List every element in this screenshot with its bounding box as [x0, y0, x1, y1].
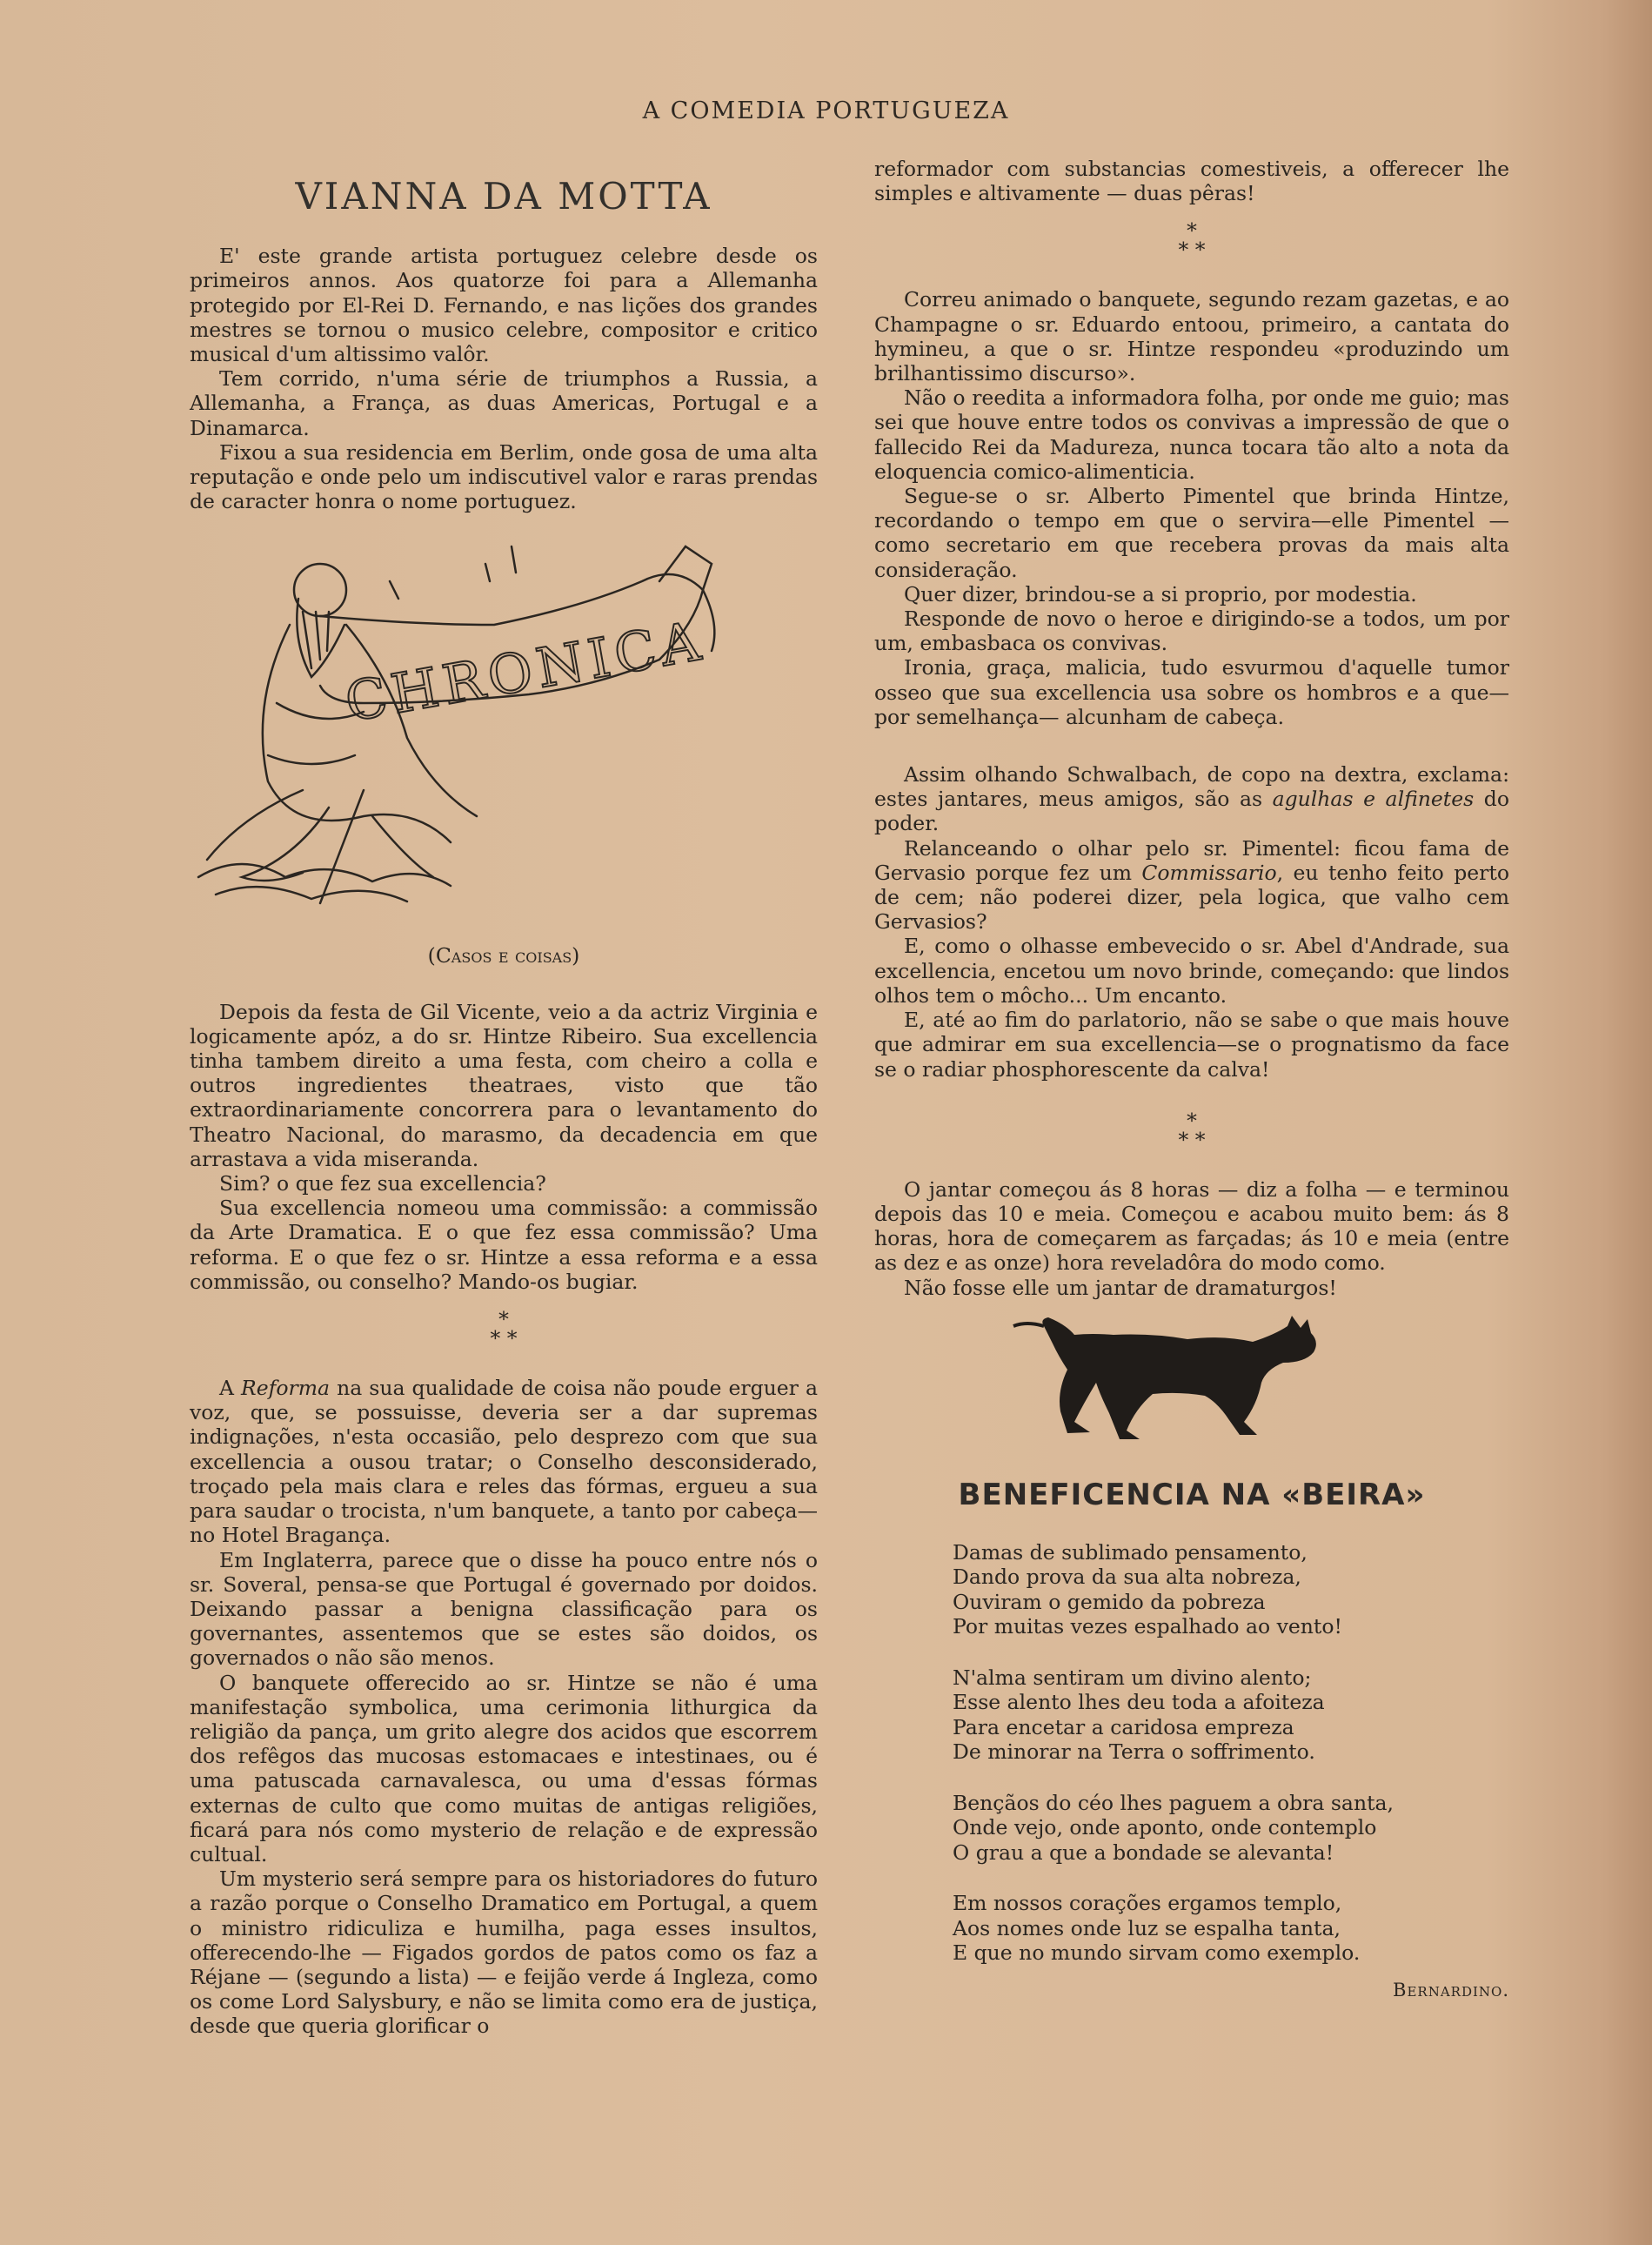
poem-line: Onde vejo, onde aponto, onde contemplo [953, 1815, 1377, 1840]
poem-stanza-4 [953, 1891, 1509, 1966]
chronica-illustration [190, 529, 818, 912]
chronica-paragraph-2: Sim? o que fez sua excellencia? [219, 1171, 546, 1196]
banquet-paragraph-4: Quer dizer, brindou-se a si proprio, por modestia. [904, 581, 1417, 606]
banquet-paragraph-5: Responde de novo o heroe e dirigindo-se a todos, um por um, embasbaca os convivas. [874, 606, 1509, 656]
reforma-paragraph [190, 1376, 818, 1547]
banquet-paragraph-3: Segue-se o sr. Alberto Pimentel que brinda Hintze, recordando o tempo em que o servira—elle Pimentel — como secretario em que recebera provas da mais alta consideração. [874, 484, 1509, 582]
chronica-paragraph-1: Depois da festa de Gil Vicente, veio a da actriz Virginia e logicamente apóz, a do sr. Hintze Ribeiro. Sua excellencia tinha tambem direito a uma festa, com cheiro a colla e outros ingredientes theatraes, visto que tão extraordinariamente concorrera para o levantamento do Theatro Nacional, do marasmo, da decadencia em que arrastava a vida miseranda. [190, 999, 818, 1171]
star-top: * [498, 1307, 509, 1332]
gervasio-pre: Relanceando o olhar pelo sr. Pimentel: ficou fama de Gervasio porque fez um [874, 835, 1509, 885]
poem-line: Em nossos corações ergamos templo, [953, 1891, 1342, 1916]
chronica-caption: (Casos e coisas) [427, 943, 580, 968]
poem-line: N'alma sentiram um divino alento; [953, 1665, 1312, 1690]
chronica-paragraph-4: Em Inglaterra, parece que o disse ha pouco entre nós o sr. Soveral, pensa-se que Portugal é governado por doidos. Deixando passar a benigna classificação para os governantes, assentemos que se estes são doidos, os governados o não são menos. [190, 1547, 818, 1671]
poem-line: Por muitas vezes espalhado ao vento! [953, 1614, 1342, 1639]
reforma-post: na sua qualidade de coisa não poude erguer a voz, que, se possuisse, deveria ser a dar supremas indignações, n'esta occasião, pelo desprezo com que sua excellencia a ousou tratar; o Conselho desconsiderado, troçado pela mais clara e reles das fórmas, ergueu a sua para saudar o trocista, n'um banquete, a tanto por cabeça— no Hotel Bragança. [190, 1376, 818, 1548]
cat-illustration [874, 1309, 1509, 1465]
black-cat-icon [874, 1309, 1509, 1465]
gervasio-paragraph [874, 836, 1509, 935]
continuation-paragraph: reformador com substancias comestiveis, a offerecer lhe simples e altivamente — duas pêras! [874, 157, 1509, 206]
poem-line: Aos nomes onde luz se espalha tanta, [953, 1915, 1341, 1940]
vianna-paragraph-3: Fixou a sua residencia em Berlim, onde gosa de uma alta reputação e onde pelo um indiscutivel valor e raras prendas de caracter honra o nome portuguez. [190, 439, 818, 514]
banquet-paragraph-6: Ironia, graça, malicia, tudo esvurmou d'aquelle tumor osseo que sua excellencia usa sobre os hombros e a que— por semelhança— alcunham de cabeça. [874, 655, 1509, 729]
poem-stanza-1 [953, 1540, 1509, 1639]
old-man-banner-drawing [190, 529, 818, 912]
schwalbach-pre: Assim olhando Schwalbach, de copo na dextra, exclama: estes jantares, meus amigos, são as [874, 762, 1509, 812]
gervasio-emphasis: Commissario [1141, 860, 1277, 885]
running-title: A COMEDIA PORTUGUEZA [642, 97, 1010, 124]
poem-line: Para encetar a caridosa empreza [953, 1714, 1294, 1739]
banquet-paragraph-8: E, até ao fim do parlatorio, não se sabe o que mais houve que admirar em sua excellencia—se o prognatismo da face se o radiar phosphorescente da calva! [874, 1008, 1509, 1082]
dinner-paragraph-2: Não fosse elle um jantar de dramaturgos! [904, 1275, 1337, 1300]
left-column [190, 174, 818, 2039]
section-break-stars-right-2 [874, 1108, 1509, 1152]
chronica-banner-text: CHRONICA [340, 608, 710, 735]
banquet-paragraph-2: Não o reedita a informadora folha, por onde me guio; mas sei que houve entre todos os convivas a impressão de que o fallecido Rei da Madureza, nunca tocara tão alto a nota da eloquencia comico-alimenticia. [874, 385, 1509, 484]
schwalbach-post: do poder. [874, 787, 1509, 836]
poem-line: E que no mundo sirvam como exemplo. [953, 1940, 1361, 1966]
chronica-paragraph-5: O banquete offerecido ao sr. Hintze se não é uma manifestação symbolica, uma cerimonia lithurgica da religião da pança, um grito alegre dos acidos que escorrem dos refêgos das mucosas estomacaes e intestinaes, ou é uma patuscada carnavalesca, ou uma d'essas fórmas externas de culto que como muitas de antigas religiões, ficará para nós como mysterio de relação e de expressão cultual. [190, 1670, 818, 1866]
section-break-stars-right-1 [874, 218, 1509, 263]
poem-line: Damas de sublimado pensamento, [953, 1539, 1308, 1565]
poem-line: De minorar na Terra o soffrimento. [953, 1739, 1315, 1765]
gervasio-post: , eu tenho feito perto de cem; não poderei dizer, pela logica, que valho cem Gervasios? [874, 860, 1509, 935]
poem-title: BENEFICENCIA NA «BEIRA» [958, 1477, 1426, 1512]
poem-line: Bençãos do céo lhes paguem a obra santa, [953, 1790, 1395, 1815]
star-bottom: * * [1178, 1127, 1206, 1152]
banquet-paragraph-7: E, como o olhasse embevecido o sr. Abel d'Andrade, sua excellencia, encetou um novo brinde, começando: que lindos olhos tem o môcho... Um encanto. [874, 934, 1509, 1008]
dinner-paragraph-1: O jantar começou ás 8 horas — diz a folha — e terminou depois das 10 e meia. Começou e acabou muito bem: ás 8 horas, hora de começarem as farçadas; ás 10 e meia (entre as dez e as onze) hora reveladôra do modo como. [874, 1176, 1509, 1276]
poem-line: O grau a que a bondade se alevanta! [953, 1840, 1334, 1865]
vianna-paragraph-2: Tem corrido, n'uma série de triumphos a Russia, a Allemanha, a França, as duas Americas, Portugal e a Dinamarca. [190, 366, 818, 440]
right-column [874, 157, 1509, 2002]
star-top: * [1187, 1108, 1197, 1133]
schwalbach-paragraph [874, 762, 1509, 836]
reforma-emphasis: Reforma [241, 1376, 331, 1401]
article-title-vianna: VIANNA DA MOTTA [295, 175, 712, 218]
section-break-stars [190, 1307, 818, 1351]
chronica-paragraph-6: Um mysterio será sempre para os historiadores do futuro a razão porque o Conselho Dramatico em Portugal, a quem o ministro ridiculiza e humilha, paga esses insultos, offerecendo-lhe — Figados gordos de patos como os faz a Réjane — (segundo a lista) — e feijão verde á Ingleza, como os come Lord Salysbury, e não se limita como era de justiça, desde que queria glorificar o [190, 1866, 818, 2039]
chronica-paragraph-3: Sua excellencia nomeou uma commissão: a commissão da Arte Dramatica. E o que fez essa commissão? Uma reforma. E o que fez o sr. Hintze a essa reforma e a essa commissão, ou conselho? Mando-os bugiar. [190, 1196, 818, 1294]
poem [953, 1540, 1509, 1966]
poem-line: Esse alento lhes deu toda a afoiteza [953, 1690, 1325, 1715]
reforma-pre: A [219, 1376, 242, 1401]
star-bottom: * * [490, 1326, 518, 1351]
poem-stanza-2 [953, 1665, 1509, 1765]
star-top: * [1187, 218, 1197, 244]
signature: Bernardino. [1393, 1979, 1509, 2000]
poem-line: Ouviram o gemido da pobreza [953, 1589, 1266, 1614]
star-bottom: * * [1178, 238, 1206, 263]
banquet-paragraph-1: Correu animado o banquete, segundo rezam gazetas, e ao Champagne o sr. Eduardo entoou, primeiro, a cantata do hymineu, a que o sr. Hintze respondeu «produzindo um brilhantissimo discurso». [874, 287, 1509, 386]
schwalbach-emphasis: agulhas e alfinetes [1272, 787, 1475, 812]
vianna-paragraph-1: E' este grande artista portuguez celebre desde os primeiros annos. Aos quatorze foi para a Allemanha protegido por El-Rei D. Fernando, e nas lições dos grandes mestres se tornou o musico celebre, compositor e critico musical d'um altissimo valôr. [190, 244, 818, 367]
poem-stanza-3 [953, 1791, 1509, 1866]
poem-line: Dando prova da sua alta nobreza, [953, 1565, 1301, 1590]
